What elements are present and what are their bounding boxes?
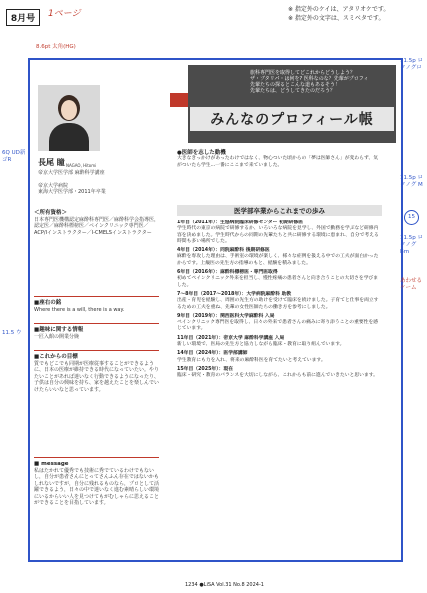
career-item	[177, 270, 382, 289]
career-item	[177, 248, 382, 267]
motto-text: Where there is a will, there is a way.	[34, 306, 125, 313]
page-title: みんなのプロフィール帳	[190, 107, 394, 131]
career-text: 初めてペインクリニック外来を担当し、慢性疼痛の患者さんと向き合うことの大切さを学びました。	[177, 276, 379, 288]
hobby-block	[34, 327, 159, 340]
divider-1	[34, 296, 159, 297]
annotation-font-note: 8.6pt 太角(HG)	[36, 44, 76, 50]
page-footer: 1234 ●LiSA Vol.31 No.8 2024-1	[185, 582, 264, 588]
affiliation-line-3: 東海大学医学部・2011年卒業	[38, 189, 106, 195]
hobby-title: ■趣味に関する情報	[34, 327, 84, 333]
photo-face-shape	[61, 100, 77, 120]
career-head: 麻酔科標榜医・専門医取得	[220, 270, 278, 276]
annotation-left-2: 11.5 ウ	[2, 330, 22, 336]
month-label: 8月号	[6, 9, 40, 26]
career-text: ペインクリニック専門医を取得し、日々の外来で患者さんの痛みに寄り添うことの重要性を感じています。	[177, 320, 379, 332]
career-text: 麻酔を専攻した理由は、手術室の環境が楽しく、様々な症例を扱える中での工夫が面白かったからです。上級医の先生方の指導のもと、経験を積みました。	[177, 254, 379, 266]
career-head: 同院麻酔科 後期研修医	[220, 248, 270, 254]
qualifications-title: ＜所有資格＞	[34, 210, 68, 216]
hobby-text: 一匠入館の開業分娩	[34, 333, 80, 340]
banner-line-3: 先輩たちの探るとこんな道もあるそう！	[250, 82, 341, 88]
annotation-right-1: 11.5p ロクノグロ	[400, 58, 423, 71]
career-item	[177, 314, 382, 333]
divider-4	[34, 457, 159, 458]
career-item	[177, 292, 382, 311]
career-head: 大学病院麻酔科 助教	[246, 291, 292, 297]
career-text: 学生教育にも力を入れ、将来の麻酔科医を育てたいと考えています。	[177, 357, 326, 363]
month-handwritten-note: 1ページ	[48, 9, 81, 19]
career-item	[177, 351, 382, 364]
career-year: 15年目（2025年）：	[177, 366, 224, 372]
career-text: 出産・育児を経験し、周囲の先生方の助けを受けて臨床を続けました。子育てと仕事を両立するための工夫を重ね、先輩の女性医師たちの働き方を参考にしました。	[177, 298, 379, 310]
career-head: 帝京大学 麻酔科学講座 入局	[223, 335, 285, 341]
banner-intro	[250, 70, 390, 94]
annotation-circle-15: 15	[404, 210, 419, 225]
affiliation-line-1: 帝京大学医学部 麻酔科学講座	[38, 170, 105, 176]
goal-block	[34, 354, 159, 393]
annotation-right-3: 11.5p ロクノグ Bm	[400, 235, 423, 255]
career-year: 14年目（2024年）：	[177, 351, 224, 357]
banner-line-4: 先輩たちは、どうしてきたのだろう？	[250, 88, 336, 94]
annotation-right-4: あわせるケーム	[400, 278, 423, 291]
career-item	[177, 336, 382, 349]
annotation-right-2: 11.5p ロクノグ M	[400, 175, 423, 188]
career-head: 現在	[223, 366, 234, 372]
motivation-text: 大きなきっかけがあったわけではなく、物心ついた頃からの「夢は医師さん」が変わらず、気がついたら学生...一番にここまで来ていました。	[177, 156, 378, 168]
message-text: 私はたかれて優秀でも技術に秀でているわけでもないし，自分が患者さんにとってさんふん存在ではないかもしれないですが，自分に残れるものなら，プロとして活躍できるよう，日々の中で迷いなく進む素晴らしい環境にいるからいい人を見つけてもがむしゃらに思えることができることを目指しています。	[34, 467, 160, 506]
divider-3	[34, 350, 159, 351]
banner-accent	[170, 93, 188, 107]
career-text: 臨床・研究・教育のバランスを大切にしながら、これからも前に進んでいきたいと思います。	[177, 373, 378, 379]
career-year: 7〜8年目（2017〜2018年）：	[177, 291, 247, 297]
goal-title: ■これからの目標	[34, 354, 78, 360]
profile-photo	[38, 85, 100, 151]
banner-line-2: ザ・ブタリパ・は何を? 医科なのな？先輩がプロフィ	[250, 76, 369, 82]
profile-name: 長尾 瞳	[38, 158, 65, 167]
career-text: 学生時代の東京の病院で研修するか、いろいろな病院を見学し、外国で勤務を学ぶなど研修内容を決めました。学生時代からの同期の先輩たちと共に研修する環境に恵まれ、自分で考える時間も多い場所でした。	[177, 226, 379, 244]
profile-affiliation	[38, 170, 138, 196]
divider-2	[34, 323, 159, 324]
profile-reading: NAGAO, Hitomi	[66, 163, 97, 168]
career-item	[177, 367, 382, 380]
note-line-1: ※ 指定外のケイは、アタリオケです。	[288, 6, 390, 13]
career-year: 4年目（2014年）：	[177, 248, 221, 254]
banner-line-1: 旅科専門医を取得してどこれからどうしよう？	[250, 70, 356, 76]
career-list	[177, 220, 382, 575]
goal-text: 質でもどこでも同期が医療従事することができるように、日本の医療が維持できる時代になっていたい。やりたいことがあれば迷いなく行動できるようになったり、子供は自分の興味を持ち、家を越えたことを楽しんでいけたらいいなと思っています。	[34, 360, 160, 393]
career-year: 9年目（2019年）：	[177, 313, 221, 319]
career-year: 11年目（2021年）：	[177, 335, 224, 341]
message-title: ■ message	[34, 461, 69, 467]
motivation-block	[177, 150, 382, 169]
career-item	[177, 220, 382, 245]
career-head: 医学部講師	[223, 351, 248, 357]
notes-block	[288, 5, 389, 23]
career-head: 生協病院臨床研修センター 初期研修医	[220, 220, 304, 225]
message-block	[34, 461, 159, 507]
motto-title: ■座右の銘	[34, 300, 62, 306]
affiliation-line-2: 帝京大学病院	[38, 182, 69, 189]
career-text: 新しい環境で、医局の先生方と協力しながら臨床・教育に取り組んでいます。	[177, 342, 345, 348]
qualifications-block	[34, 210, 159, 236]
motivation-title: ●医師を志した動機	[177, 150, 226, 156]
motto-block	[34, 300, 159, 313]
note-line-2: ※ 指定外の文字は、スミベタです。	[288, 15, 385, 22]
career-title: 医学部卒業からこれまでの歩み	[177, 205, 382, 216]
career-year: 6年目（2016年）：	[177, 270, 221, 276]
career-year: 1年目（2011年）：	[177, 220, 221, 225]
annotation-left-1: 6Q UD新ゴR	[2, 150, 26, 163]
photo-body-shape	[49, 123, 89, 151]
career-head: 関西医科大学麻酔科 入局	[220, 313, 275, 319]
qualifications-text: 日本専門医機構認定麻酔科専門医／麻酔科学会指導医，認定医／麻酔科標榜医／ペインクリニック専門医／ACP/Iインストラクター／I-CMELSインストラクター	[34, 216, 160, 236]
